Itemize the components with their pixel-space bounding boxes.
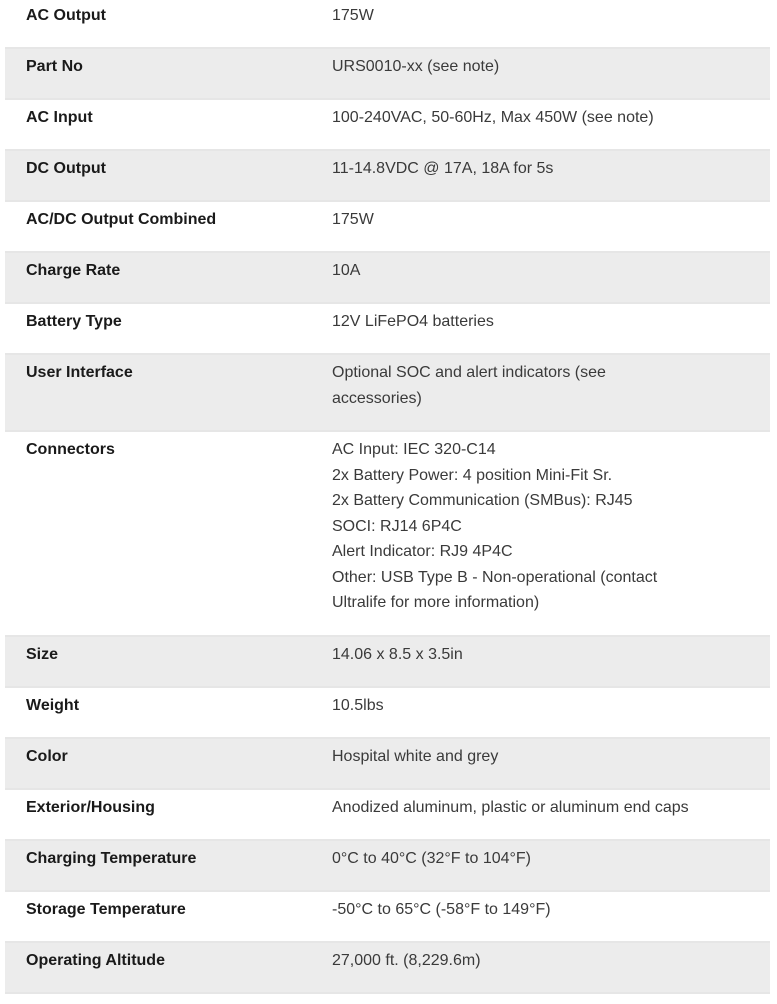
- spec-label: DC Output: [26, 160, 106, 177]
- spec-value: 10A: [332, 262, 361, 279]
- spec-value: 11-14.8VDC @ 17A, 18A for 5s: [332, 160, 554, 177]
- spec-value: 0°C to 40°C (32°F to 104°F): [332, 850, 532, 867]
- spec-label: Battery Type: [26, 313, 122, 330]
- spec-value: 100-240VAC, 50-60Hz, Max 450W (see note): [332, 109, 654, 126]
- spec-table: [5, 0, 770, 994]
- spec-row-size: [5, 637, 770, 688]
- spec-row-user-interface: [5, 355, 770, 432]
- spec-row-operating-altitude: [5, 943, 770, 994]
- spec-value: 10.5lbs: [332, 697, 384, 714]
- spec-label: AC Input: [26, 109, 93, 126]
- spec-value: AC Input: IEC 320-C14 2x Battery Power: 4 position Mini-Fit Sr. 2x Battery Communication (SMBus): RJ45 SOCI: RJ14 6P4C Alert Indicator: RJ9 4P4C Other: USB Type B - Non-operational (contact Ultralife for more information): [332, 441, 658, 611]
- spec-row-weight: [5, 688, 770, 739]
- spec-row-ac-input: [5, 100, 770, 151]
- spec-label: Weight: [26, 697, 80, 714]
- spec-row-charging-temperature: [5, 841, 770, 892]
- spec-row-connectors: [5, 432, 770, 637]
- spec-label: Charging Temperature: [26, 850, 197, 867]
- spec-value: 14.06 x 8.5 x 3.5in: [332, 646, 463, 663]
- spec-value: 175W: [332, 211, 374, 228]
- spec-value: Optional SOC and alert indicators (see accessories): [332, 364, 606, 407]
- spec-row-battery-type: [5, 304, 770, 355]
- spec-row-charge-rate: [5, 253, 770, 304]
- spec-label: AC Output: [26, 7, 106, 24]
- spec-label: Connectors: [26, 441, 115, 458]
- spec-value: Hospital white and grey: [332, 748, 499, 765]
- spec-label: Storage Temperature: [26, 901, 186, 918]
- spec-row-ac-dc-output-combined: [5, 202, 770, 253]
- spec-value: 175W: [332, 7, 374, 24]
- spec-label: Color: [26, 748, 68, 765]
- spec-label: Part No: [26, 58, 83, 75]
- spec-label: AC/DC Output Combined: [26, 211, 217, 228]
- spec-value: -50°C to 65°C (-58°F to 149°F): [332, 901, 551, 918]
- spec-label: Charge Rate: [26, 262, 121, 279]
- spec-row-storage-temperature: [5, 892, 770, 943]
- spec-row-color: [5, 739, 770, 790]
- spec-value: 12V LiFePO4 batteries: [332, 313, 494, 330]
- spec-row-ac-output: [5, 0, 770, 49]
- spec-label: Size: [26, 646, 59, 663]
- spec-label: Operating Altitude: [26, 952, 165, 969]
- spec-value: URS0010-xx (see note): [332, 58, 500, 75]
- spec-row-exterior-housing: [5, 790, 770, 841]
- spec-label: Exterior/Housing: [26, 799, 155, 816]
- spec-row-dc-output: [5, 151, 770, 202]
- spec-value: Anodized aluminum, plastic or aluminum end caps: [332, 799, 689, 816]
- spec-row-part-no: [5, 49, 770, 100]
- spec-value: 27,000 ft. (8,229.6m): [332, 952, 481, 969]
- spec-label: User Interface: [26, 364, 133, 381]
